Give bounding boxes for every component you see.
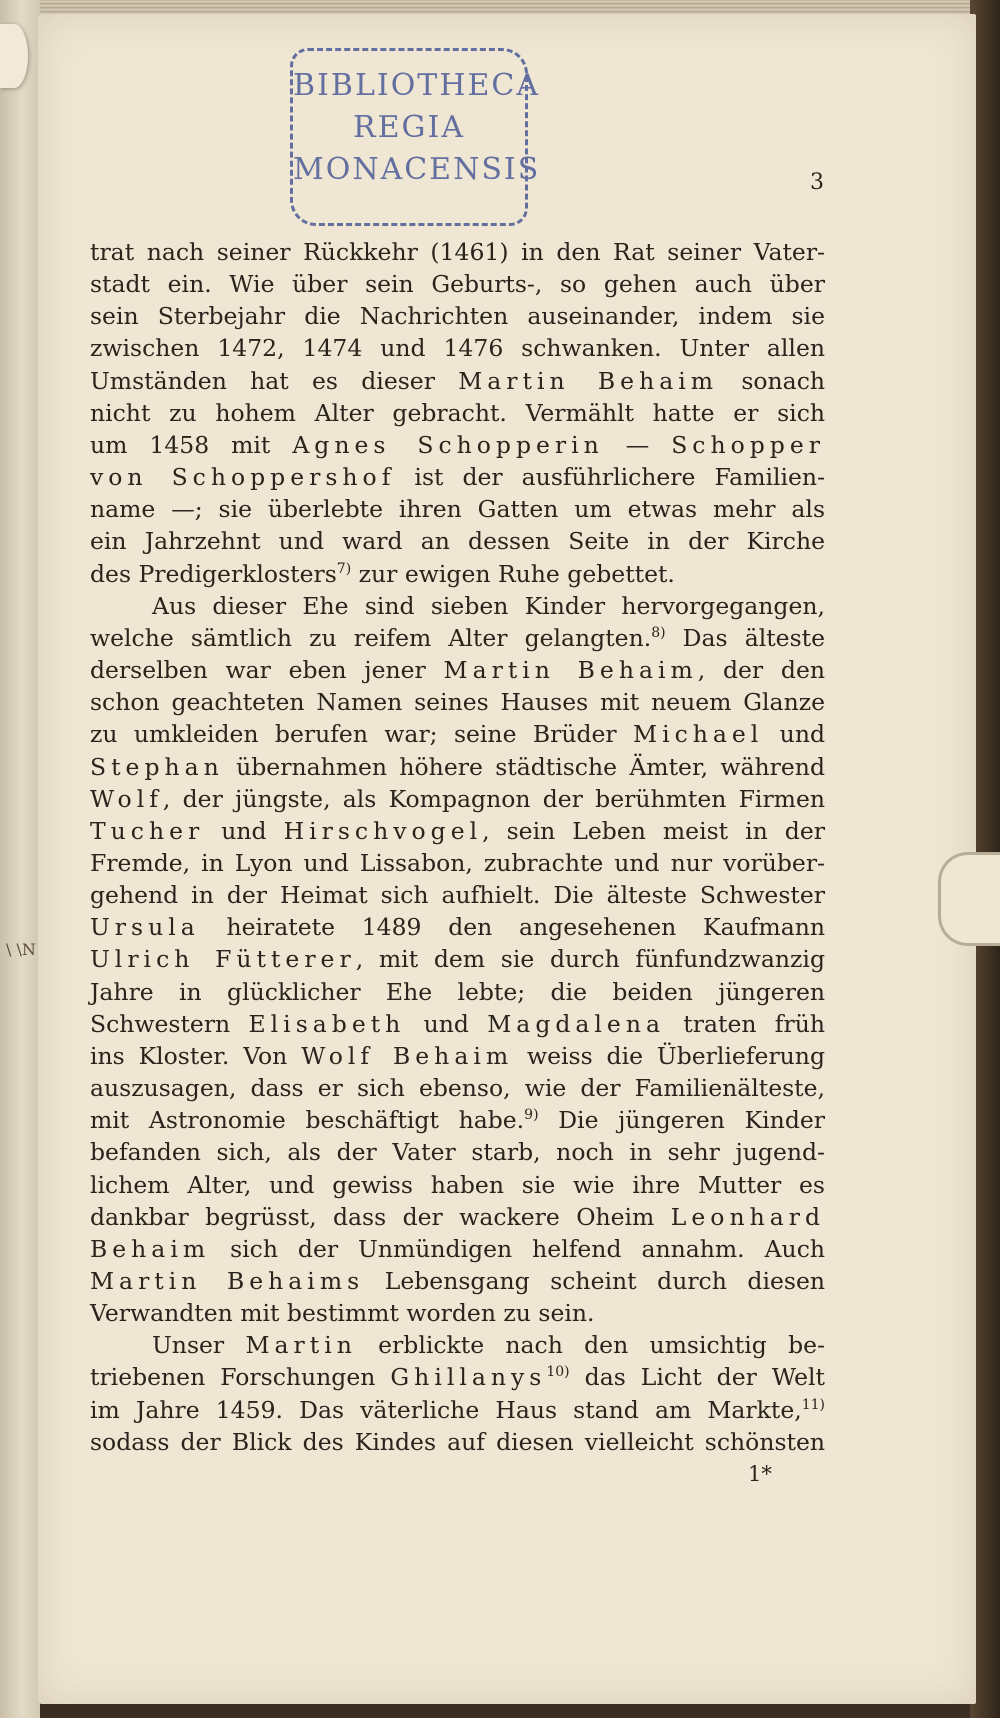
text-run: und [763,720,825,749]
spaced-name: Ghillanys [390,1363,547,1392]
text-run: das Licht der Welt [569,1363,825,1392]
text-line [90,300,825,332]
text-run: zwischen 1472, 1474 und 1476 schwanken. Unter allen [90,334,825,363]
text-line [90,622,825,654]
text-run: auszusagen, dass er sich ebenso, wie der Familienälteste, [90,1074,825,1103]
text-line [90,365,825,397]
text-line [90,1265,825,1297]
text-run: übernahmen höhere städtische Ämter, während [223,752,825,781]
text-run: nicht zu hohem Alter gebracht. Vermählt hatte er sich [90,398,825,427]
text-run: derselben war eben jener [90,656,444,685]
text-line [90,1104,825,1136]
text-run: ins Kloster. Von [90,1041,302,1070]
text-line [90,236,825,268]
text-line [90,783,825,815]
text-line [90,1072,825,1104]
text-run: heiratete 1489 den angesehenen Kaufmann [199,913,825,942]
spaced-name: Ulrich Fütterer [90,945,356,974]
text-line [90,1361,825,1393]
text-line [90,911,825,943]
stamp-line-2: REGIA [353,110,465,145]
spaced-name: Michael [633,720,764,749]
text-line [90,815,825,847]
spaced-name: von Schoppershof [90,463,396,492]
spaced-name: Martin [245,1331,357,1360]
text-run: sodass der Blick des Kindes auf diesen vielleicht schönsten [90,1427,825,1456]
text-run: Schwestern [90,1009,249,1038]
text-run: und [405,1009,488,1038]
text-line [90,1008,825,1040]
spaced-name: Wolf Behaim [301,1041,514,1070]
text-run: Jahre in glücklicher Ehe lebte; die beiden jüngeren [90,977,825,1006]
text-run: , der den [697,656,825,685]
footnote-ref: 9) [524,1107,539,1124]
text-line [90,686,825,718]
text-line [90,847,825,879]
spaced-name: Schopper [671,430,825,459]
text-run: traten früh [665,1009,825,1038]
text-run: schon geachteten Namen seines Hauses mit neuem Glanze [90,688,825,717]
spaced-name: Magdalena [487,1009,665,1038]
text-run: des Predigerklosters [90,559,337,588]
text-run: und [204,816,284,845]
text-line [90,558,825,590]
text-line [90,1136,825,1168]
spaced-name: Hirschvogel [283,816,483,845]
page-tab-marker [938,852,1000,946]
text-line [90,1169,825,1201]
text-run: zu umkleiden berufen war; seine Brüder [90,720,634,749]
text-line [90,332,825,364]
text-line [90,718,825,750]
text-run: triebenen Forschungen [90,1363,391,1392]
footnote-ref: 8) [651,624,666,641]
text-line [90,1233,825,1265]
body-text [90,236,825,1458]
text-run: Umständen hat es dieser [90,366,459,395]
text-run: Fremde, in Lyon und Lissabon, zubrachte und nur vorüber- [90,848,825,877]
text-run: , mit dem sie durch fünfundzwanzig [355,945,825,974]
text-run: Verwandten mit bestimmt worden zu sein. [90,1299,595,1328]
text-run: um 1458 mit [90,430,293,459]
text-line [90,1040,825,1072]
text-line [90,461,825,493]
footnote-ref: 11) [801,1396,825,1413]
spaced-name: Wolf [90,784,163,813]
text-run: sich der Unmündigen helfend annahm. Auch [210,1234,825,1263]
text-run: welche sämtlich zu reifem Alter gelangten. [90,623,652,652]
text-line [90,429,825,461]
text-line [90,525,825,557]
spaced-name: Behaim [90,1234,211,1263]
margin-mark: \ \N [6,940,36,959]
text-run: weiss die Überlieferung [513,1041,825,1070]
text-line [90,751,825,783]
text-run: ist der ausführlichere Familien- [395,463,826,492]
spaced-name: Martin Behaim [458,366,719,395]
text-run: befanden sich, als der Vater starb, noch in sehr jugend- [90,1138,825,1167]
text-line [90,397,825,429]
text-run: — [603,430,672,459]
text-line [90,1297,825,1329]
text-run: im Jahre 1459. Das väterliche Haus stand am Markte, [90,1395,802,1424]
stamp-line-1: BIBLIOTHECA [293,68,540,103]
text-run: name —; sie überlebte ihren Gatten um etwas mehr als [90,495,825,524]
text-run: , der jüngste, als Kompagnon der berühmten Firmen [162,784,825,813]
text-run: stadt ein. Wie über sein Geburts-, so gehen auch über [90,270,825,299]
text-line [90,1201,825,1233]
text-line [90,590,825,622]
text-run: ein Jahrzehnt und ward an dessen Seite in der Kirche [90,527,825,556]
signature-mark: 1* [748,1462,772,1486]
spaced-name: Martin Behaim [443,656,698,685]
text-run: sonach [718,366,825,395]
text-run: erblickte nach den umsichtig be- [356,1331,825,1360]
spaced-name: Ursula [90,913,200,942]
spaced-name: Martin Behaims [90,1267,365,1295]
text-run: Die jüngeren Kinder [538,1106,825,1135]
text-line [90,493,825,525]
spaced-name: Stephan [90,752,224,781]
text-run: lichem Alter, und gewiss haben sie wie ihre Mutter es [90,1170,825,1199]
footnote-ref: 7) [336,560,352,577]
stamp-line-3: MONACENSIS [293,152,541,187]
book-left-edge [0,0,40,1718]
spaced-name: Tucher [90,816,205,845]
page-corner-curl [0,24,28,88]
text-run: gehend in der Heimat sich aufhielt. Die älteste Schwester [90,881,825,910]
page-number: 3 [810,170,824,195]
text-run: , sein Leben meist in der [482,816,825,845]
text-run: zur ewigen Ruhe gebettet. [351,559,675,588]
spaced-name: Elisabeth [248,1009,406,1038]
text-run: mit Astronomie beschäftigt habe. [90,1106,525,1135]
footnote-ref: 10) [546,1364,570,1381]
text-line [90,1329,825,1361]
text-line [90,1426,825,1458]
spaced-name: Leonhard [670,1202,825,1231]
text-run: Lebensgang scheint durch diesen [364,1267,826,1295]
spaced-name: Agnes Schopperin [292,430,604,459]
text-run: Aus dieser Ehe sind sieben Kinder hervorgegangen, [152,591,825,620]
library-stamp [290,48,541,226]
text-run: Das älteste [665,623,825,652]
text-run: sein Sterbejahr die Nachrichten auseinander, indem sie [90,302,825,331]
text-line [90,654,825,686]
text-line [90,943,825,975]
text-run: dankbar begrüsst, dass der wackere Oheim [90,1202,671,1231]
text-run: trat nach seiner Rückkehr (1461) in den Rat seiner Vater- [90,238,825,266]
text-line [90,879,825,911]
text-run: Unser [152,1331,246,1360]
text-line [90,1394,825,1426]
text-line [90,976,825,1008]
text-line [90,268,825,300]
